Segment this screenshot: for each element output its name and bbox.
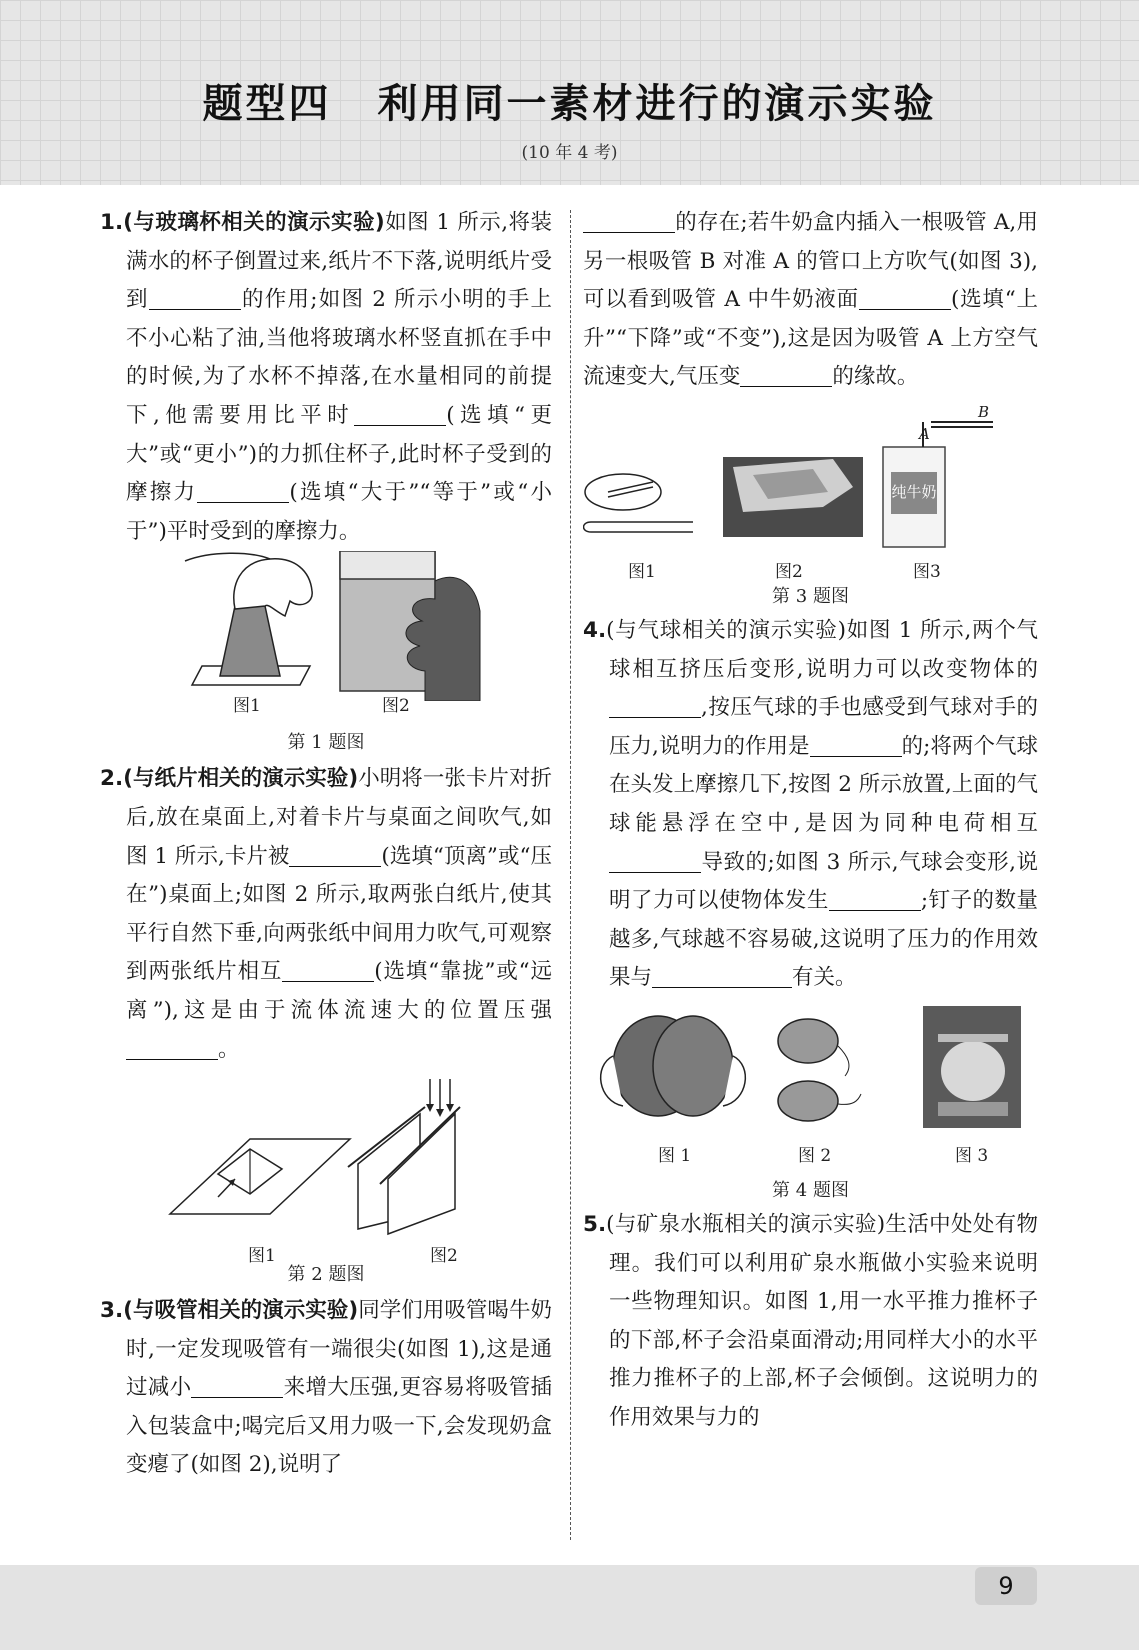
figure-label: 图2: [430, 1246, 458, 1267]
page-title: [0, 72, 1139, 129]
question-5-number: 5.: [583, 1211, 607, 1237]
question-4-figures: [583, 1006, 1038, 1176]
answer-blank[interactable]: [149, 285, 241, 310]
question-3-text: 的存在;若牛奶盒内插入一根吸管 A,用另一根吸管 B 对准 A 的管口上方吹气(如图 3),可以看到吸管 A 中牛奶液面: [583, 210, 1038, 313]
figure-label: 图 1: [658, 1145, 692, 1166]
question-2-figures: [100, 1069, 552, 1267]
answer-blank[interactable]: [652, 963, 792, 988]
question-2-hint: (与纸片相关的演示实验): [123, 766, 359, 792]
question-2-number: 2.: [100, 766, 124, 792]
question-2-text: 小明将一张卡片对折后,放在桌面上,对着卡片与桌面之间吹气,如图 1 所示,卡片被: [126, 766, 552, 869]
answer-blank[interactable]: [609, 848, 701, 873]
answer-blank[interactable]: [282, 957, 374, 982]
figure-caption: 第 1 题图: [287, 732, 365, 754]
figure-balloons: [583, 1006, 1038, 1136]
question-3-text: 来增大压强,更容易将吸管插入包装盒中;喝完后又用力吸一下,会发现奶盒变瘪了(如图 2),说明了: [126, 1375, 552, 1478]
question-2-text: 。: [218, 1036, 240, 1062]
question-4-text: ,按压气球的手也感受到气球对手的压力,说明力的作用是: [609, 695, 1038, 759]
question-3-hint: (与吸管相关的演示实验): [123, 1298, 359, 1324]
figure-label: 图2: [382, 696, 410, 717]
answer-blank[interactable]: [810, 732, 902, 757]
figure-label: 图 2: [798, 1145, 832, 1166]
figure-caption: 第 3 题图: [772, 585, 849, 607]
question-4-number: 4.: [583, 617, 607, 643]
question-1-text: 如图 1 所示,将装满水的杯子倒置过来,纸片不下落,说明纸片受到: [126, 210, 552, 313]
question-5-text: 生活中处处有物理。我们可以利用矿泉水瓶做小实验来说明一些物理知识。如图 1,用一水平推力推杯子的下部,杯子会沿桌面滑动;用同样大小的水平推力推杯子的上部,杯子会倾倒。这说明力的作用效果与力的: [609, 1211, 1038, 1430]
milk-box-text: 纯牛奶: [891, 482, 937, 501]
question-3-continued: [583, 204, 1038, 397]
question-2-text: (选填“顶离”或“压在”)桌面上;如图 2 所示,取两张白纸片,使其平行自然下垂,向两张纸中间用力吹气,可观察到两张纸片相互: [126, 843, 552, 985]
answer-blank[interactable]: [354, 401, 446, 426]
figure-inverted-cup: [100, 551, 552, 701]
question-3-text: 同学们用吸管喝牛奶时,一定发现吸管有一端很尖(如图 1),这是通过减小: [126, 1298, 552, 1401]
question-1: [100, 204, 552, 551]
page-number: 9: [975, 1567, 1037, 1605]
title-part1: 题型四: [202, 81, 332, 127]
question-4: [583, 612, 1038, 998]
page-subtitle: (10 年 4 考): [521, 143, 618, 163]
figure-paper-cards: [100, 1069, 552, 1239]
answer-blank[interactable]: [740, 362, 832, 387]
figure-label: 图1: [233, 696, 261, 717]
answer-blank[interactable]: [289, 842, 381, 867]
question-3: [100, 1292, 552, 1485]
figure-straws: [583, 397, 1038, 557]
figure-label: 图1: [628, 561, 656, 582]
question-2: [100, 760, 552, 1069]
question-1-text: 的作用;如图 2 所示小明的手上不小心粘了油,当他将玻璃水杯竖直抓在手中的时候,为了水杯不掉落,在水量相同的前提下,他需要用比平时: [126, 287, 552, 428]
straw-label-b: B: [978, 402, 990, 421]
title-part2: 利用同一素材进行的演示实验: [377, 81, 937, 127]
question-5-hint: (与矿泉水瓶相关的演示实验): [606, 1211, 886, 1237]
question-3-figures: [583, 397, 1038, 582]
question-4-text: 导致的;如图 3 所示,气球会变形,说明了力可以使物体发生: [609, 849, 1038, 914]
column-divider: [570, 210, 571, 1540]
question-1-text: (选填“更大”或“更小”)的力抓住杯子,此时杯子受到的摩擦力: [126, 402, 552, 506]
figure-label: 图 3: [955, 1145, 989, 1166]
question-1-hint: (与玻璃杯相关的演示实验): [123, 210, 385, 235]
figure-label: 图1: [248, 1246, 276, 1267]
question-1-figures: [100, 551, 552, 736]
answer-blank[interactable]: [583, 208, 675, 233]
answer-blank[interactable]: [197, 478, 289, 503]
answer-blank[interactable]: [829, 886, 921, 911]
question-4-text: 的;将两个气球在头发上摩擦几下,按图 2 所示放置,上面的气球能悬浮在空中,是因为同种电荷相互: [609, 733, 1038, 836]
question-1-text: (选填“大于”“等于”或“小于”)平时受到的摩擦力。: [126, 480, 552, 544]
figure-caption: 第 4 题图: [772, 1179, 849, 1201]
page-footer: [0, 1565, 1139, 1650]
question-3-text: (选填“上升”“下降”或“不变”),这是因为吸管 A 上方空气流速变大,气压变: [583, 287, 1038, 390]
question-5: [583, 1206, 1038, 1438]
answer-blank[interactable]: [859, 285, 951, 310]
answer-blank[interactable]: [609, 693, 701, 718]
question-4-hint: (与气球相关的演示实验): [606, 617, 846, 643]
question-3-number: 3.: [100, 1298, 124, 1324]
answer-blank[interactable]: [126, 1035, 218, 1060]
left-column: [100, 204, 552, 1485]
question-2-text: (选填“靠拢”或“远离”),这是由于流体流速大的位置压强: [126, 959, 552, 1023]
question-4-text: 如图 1 所示,两个气球相互挤压后变形,说明力可以改变物体的: [609, 617, 1038, 682]
right-column: [583, 204, 1038, 1437]
answer-blank[interactable]: [191, 1373, 283, 1398]
figure-label: 图3: [913, 561, 941, 582]
question-1-number: 1.: [100, 210, 124, 235]
question-3-text: 的缘故。: [832, 364, 919, 390]
figure-caption: 第 2 题图: [287, 1264, 365, 1286]
question-4-text: ;钉子的数量越多,气球越不容易破,这说明了压力的作用效果与: [609, 888, 1038, 991]
question-4-text: 有关。: [792, 965, 857, 991]
figure-label: 图2: [775, 561, 803, 582]
straw-label-a: A: [919, 424, 930, 443]
